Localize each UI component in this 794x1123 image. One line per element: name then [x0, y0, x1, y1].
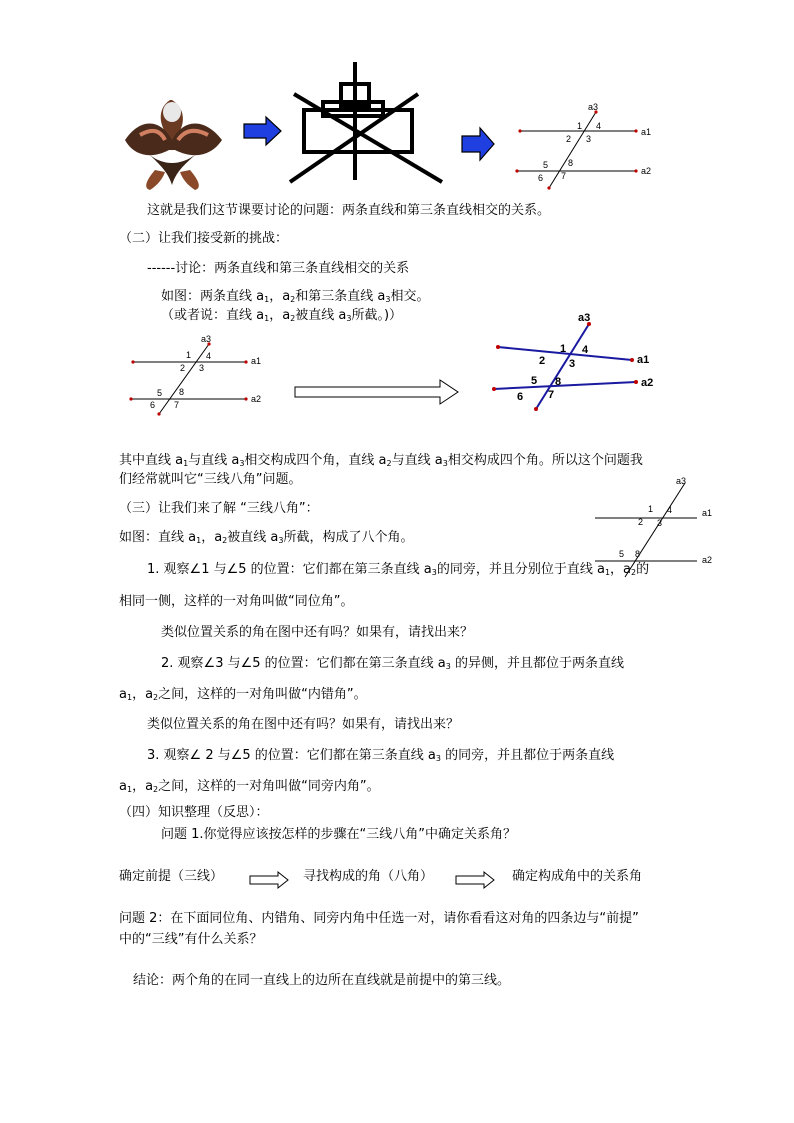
label-5: 5 — [157, 388, 163, 398]
step-3: 确定构成角中的关系角 — [512, 869, 643, 884]
label-6: 6 — [517, 391, 524, 403]
kite-skeleton-figure — [290, 62, 442, 182]
label-5: 5 — [619, 549, 625, 559]
label-6: 6 — [150, 400, 156, 410]
label-2: 2 — [539, 355, 546, 367]
intro-text: 这就是我们这节课要讨论的问题：两条直线和第三条直线相交的关系。 — [147, 203, 551, 218]
hollow-arrow-icon — [456, 872, 494, 888]
figure-description: 如图：两条直线 $a_1$，$a_2$和第三条直线 $a_3$相交。 — [161, 289, 430, 304]
section-4-heading: （四）知识整理（反思）： — [119, 805, 269, 820]
question-1: 问题 1.你觉得应该按怎样的步骤在“三线八角”中确定关系角？ — [161, 827, 517, 842]
arrow-icon — [244, 117, 281, 145]
hollow-arrow-icon — [295, 380, 458, 404]
label-7: 7 — [174, 400, 180, 410]
label-1: 1 — [648, 504, 654, 514]
label-3: 3 — [586, 134, 592, 144]
observation-3-line-1: 3. 观察∠ 2 与∠5 的位置：它们都在第三条直线 $a_3$ 的同旁，并且都位于两条直线 — [147, 748, 615, 763]
section-2-heading: （二）让我们接受新的挑战： — [119, 231, 289, 246]
label-7: 7 — [548, 389, 555, 401]
label-8: 8 — [635, 549, 641, 559]
label-a3: a3 — [588, 102, 599, 112]
label-a1: a1 — [702, 508, 713, 518]
label-4: 4 — [667, 505, 673, 515]
observation-1-line-2: 相同一侧，这样的一对角叫做“同位角”。 — [119, 594, 354, 609]
label-a1: a1 — [637, 354, 650, 366]
label-5: 5 — [531, 375, 538, 387]
kite-icon — [125, 100, 222, 190]
label-a1: a1 — [251, 356, 262, 366]
observation-3-line-2: $a_1$，$a_2$之间，这样的一对角叫做“同旁内角”。 — [119, 779, 380, 794]
section-3-heading: （三）让我们来了解 “三线八角”： — [119, 501, 319, 516]
label-a3: a3 — [201, 334, 212, 344]
label-a2: a2 — [251, 394, 262, 404]
explanation-line-2: 们经常就叫它“三线八角”问题。 — [119, 472, 302, 487]
explanation-line-1: 其中直线 $a_1$与直线 $a_3$相交构成四个角，直线 $a_2$与直线 $a_3$相交构成四个角。所以这个问题我 — [119, 453, 643, 468]
three-lines-figure-2 — [129, 334, 261, 416]
observation-1-line-1: 1. 观察∠1 与∠5 的位置：它们都在第三条直线 $a_3$的同旁，并且分别位于直线 $a_1$，$a_2$的 — [147, 562, 650, 577]
label-3: 3 — [199, 363, 205, 373]
label-3: 3 — [657, 518, 663, 528]
label-a2: a2 — [702, 555, 713, 565]
label-4: 4 — [596, 121, 602, 131]
question-2-line-1: 问题 2：在下面同位角、内错角、同旁内角中任选一对，请你看看这对角的四条边与“前提” — [119, 911, 639, 926]
arrow-icon — [462, 128, 494, 160]
question-2-line-2: 中的“三线”有什么关系？ — [119, 932, 263, 947]
label-2: 2 — [566, 134, 572, 144]
step-1: 确定前提（三线） — [119, 869, 224, 884]
label-8: 8 — [555, 376, 562, 388]
label-4: 4 — [582, 344, 589, 356]
label-6: 6 — [538, 173, 544, 183]
observation-2-line-1: 2. 观察∠3 与∠5 的位置：它们都在第三条直线 $a_3$ 的异侧，并且都位于两条直线 — [161, 656, 624, 671]
similar-question-2: 类似位置关系的角在图中还有吗？如果有，请找出来？ — [147, 717, 460, 732]
observation-2-line-2: $a_1$，$a_2$之间，这样的一对角叫做“内错角”。 — [119, 687, 367, 702]
discussion-text: ------讨论：两条直线和第三条直线相交的关系 — [147, 261, 410, 276]
label-2: 2 — [638, 517, 644, 527]
label-1: 1 — [560, 343, 567, 355]
conclusion: 结论：两个角的在同一直线上的边所在直线就是前提中的第三线。 — [133, 973, 511, 988]
label-8: 8 — [179, 387, 185, 397]
label-4: 4 — [206, 351, 212, 361]
label-a2: a2 — [641, 377, 654, 389]
hollow-arrow-icon — [250, 872, 288, 888]
label-a3: a3 — [676, 476, 687, 486]
label-1: 1 — [577, 121, 583, 131]
label-1: 1 — [186, 350, 192, 360]
figure-2-description: 如图：直线 $a_1$，$a_2$被直线 $a_3$所截，构成了八个角。 — [119, 530, 414, 545]
label-a2: a2 — [641, 166, 652, 176]
step-2: 寻找构成的角（八角） — [303, 869, 434, 884]
figure-alt-description: （或者说：直线 $a_1$，$a_2$被直线 $a_3$所截。)） — [161, 308, 403, 323]
three-lines-figure-3 — [492, 312, 653, 411]
label-5: 5 — [543, 160, 549, 170]
label-3: 3 — [569, 358, 576, 370]
label-a3: a3 — [578, 312, 591, 324]
label-8: 8 — [568, 158, 574, 168]
three-lines-figure-1 — [515, 102, 651, 190]
label-2: 2 — [180, 363, 186, 373]
label-a1: a1 — [641, 127, 652, 137]
label-7: 7 — [561, 171, 567, 181]
similar-question-1: 类似位置关系的角在图中还有吗？如果有，请找出来？ — [161, 625, 474, 640]
